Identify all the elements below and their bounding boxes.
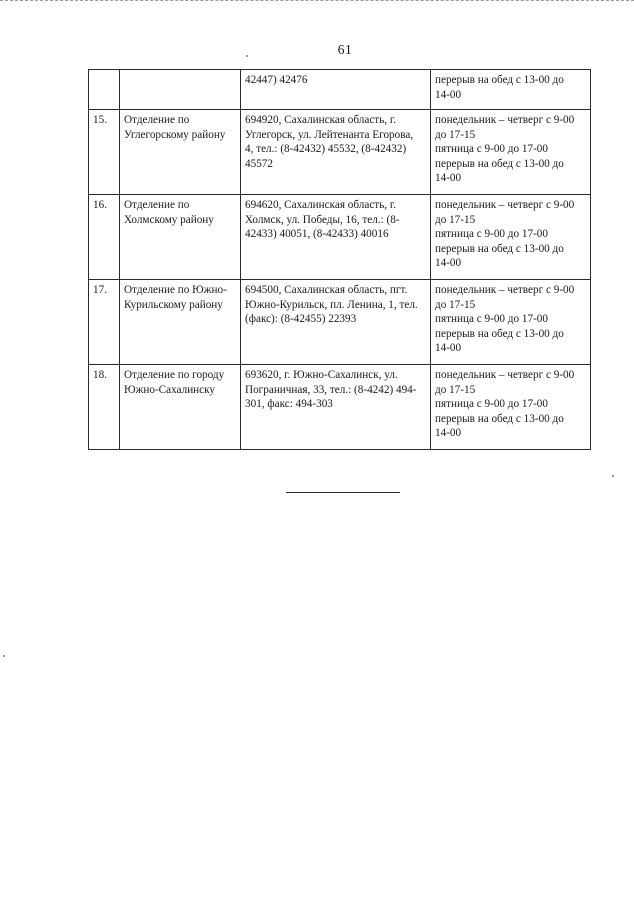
- row-number-cell: 15.: [89, 110, 120, 195]
- office-hours-cell: понедельник – четверг с 9-00 до 17-15 пятница с 9-00 до 17-00 перерыв на обед с 13-00 до 14-00: [431, 195, 591, 280]
- page-number: 61: [337, 42, 353, 57]
- row-number-cell: 18.: [89, 365, 120, 450]
- scan-speck: [3, 655, 5, 657]
- office-address-cell: 694620, Сахалинская область, г. Холмск, ул. Победы, 16, тел.: (8- 42433) 40051, (8-42433) 40016: [241, 195, 431, 280]
- table-row: [89, 195, 591, 280]
- scan-top-edge: [0, 0, 634, 2]
- office-name-cell: [120, 70, 241, 110]
- office-hours-cell: перерыв на обед с 13-00 до 14-00: [431, 70, 591, 110]
- scan-speck: [246, 55, 248, 57]
- table-row: [89, 365, 591, 450]
- office-address-cell: 42447) 42476: [241, 70, 431, 110]
- office-address-cell: 694920, Сахалинская область, г. Углегорск, ул. Лейтенанта Егорова, 4, тел.: (8-42432) 45532, (8-42432) 45572: [241, 110, 431, 195]
- table-row: [89, 110, 591, 195]
- offices-table: [88, 69, 591, 450]
- office-hours-cell: понедельник – четверг с 9-00 до 17-15 пятница с 9-00 до 17-00 перерыв на обед с 13-00 до 14-00: [431, 280, 591, 365]
- end-separator-line: [286, 492, 400, 493]
- office-address-cell: 693620, г. Южно-Сахалинск, ул. Пограничная, 33, тел.: (8-4242) 494- 301, факс: 494-303: [241, 365, 431, 450]
- office-hours-cell: понедельник – четверг с 9-00 до 17-15 пятница с 9-00 до 17-00 перерыв на обед с 13-00 до 14-00: [431, 365, 591, 450]
- office-hours-cell: понедельник – четверг с 9-00 до 17-15 пятница с 9-00 до 17-00 перерыв на обед с 13-00 до 14-00: [431, 110, 591, 195]
- office-name-cell: Отделение по Южно- Курильскому району: [120, 280, 241, 365]
- office-name-cell: Отделение по городу Южно-Сахалинску: [120, 365, 241, 450]
- office-name-cell: Отделение по Углегорскому району: [120, 110, 241, 195]
- row-number-cell: 16.: [89, 195, 120, 280]
- office-name-cell: Отделение по Холмскому району: [120, 195, 241, 280]
- office-address-cell: 694500, Сахалинская область, пгт. Южно-Курильск, пл. Ленина, 1, тел. (факс): (8-42455) 22393: [241, 280, 431, 365]
- row-number-cell: 17.: [89, 280, 120, 365]
- row-number-cell: [89, 70, 120, 110]
- table-row-continuation: [89, 70, 591, 110]
- table-row: [89, 280, 591, 365]
- scan-speck: [612, 475, 614, 477]
